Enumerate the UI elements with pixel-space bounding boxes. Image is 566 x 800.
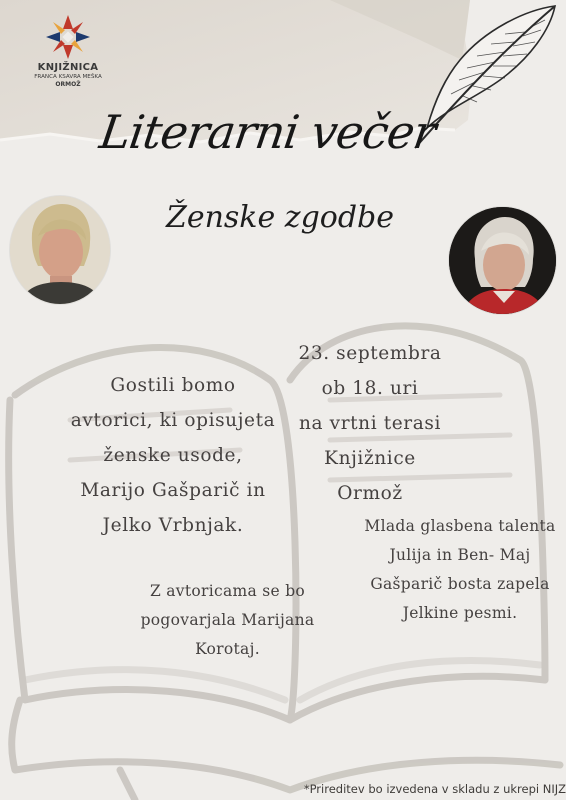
music-line: Gašparič bosta zapela [370, 575, 550, 593]
library-town: ORMOŽ [55, 81, 81, 88]
music-line: Jelkine pesmi. [402, 604, 518, 622]
library-subname: FRANCA KSAVRA MEŠKA [34, 74, 102, 80]
guests-line: avtorici, ki opisujeta [70, 410, 276, 431]
venue-line: Knjižnice [324, 448, 416, 469]
moderator-line: Korotaj. [195, 640, 260, 658]
time-line: ob 18. uri [321, 378, 419, 399]
music-line: Julija in Ben- Maj [389, 546, 531, 564]
moderator-line: pogovarjala Marijana [140, 611, 315, 629]
library-logo [22, 14, 114, 89]
venue-line: Ormož [337, 483, 403, 504]
date-line: 23. septembra [298, 343, 442, 364]
guests-line: Marijo Gašparič in [80, 480, 266, 501]
library-name: KNJIŽNICA [37, 62, 99, 73]
event-subtitle: Ženske zgodbe [165, 200, 395, 235]
guests-paragraph [58, 368, 288, 543]
author-photo-left [10, 196, 110, 304]
event-title: Literarni večer [96, 105, 439, 159]
venue-line: na vrtni terasi [299, 413, 441, 434]
date-location-paragraph [290, 336, 450, 511]
moderator-line: Z avtoricama se bo [149, 582, 306, 600]
author-photo-right [449, 207, 556, 314]
music-paragraph [345, 512, 566, 628]
guests-line: ženske usode, [103, 445, 243, 466]
music-line: Mlada glasbena talenta [364, 517, 556, 535]
moderator-paragraph [115, 577, 340, 664]
footnote: *Prireditev bo izvedena v skladu z ukrepi NIJZ [303, 782, 566, 796]
guests-line: Gostili bomo [110, 375, 236, 396]
guests-line: Jelko Vrbnjak. [102, 515, 244, 536]
library-star-logo-icon [44, 14, 92, 60]
